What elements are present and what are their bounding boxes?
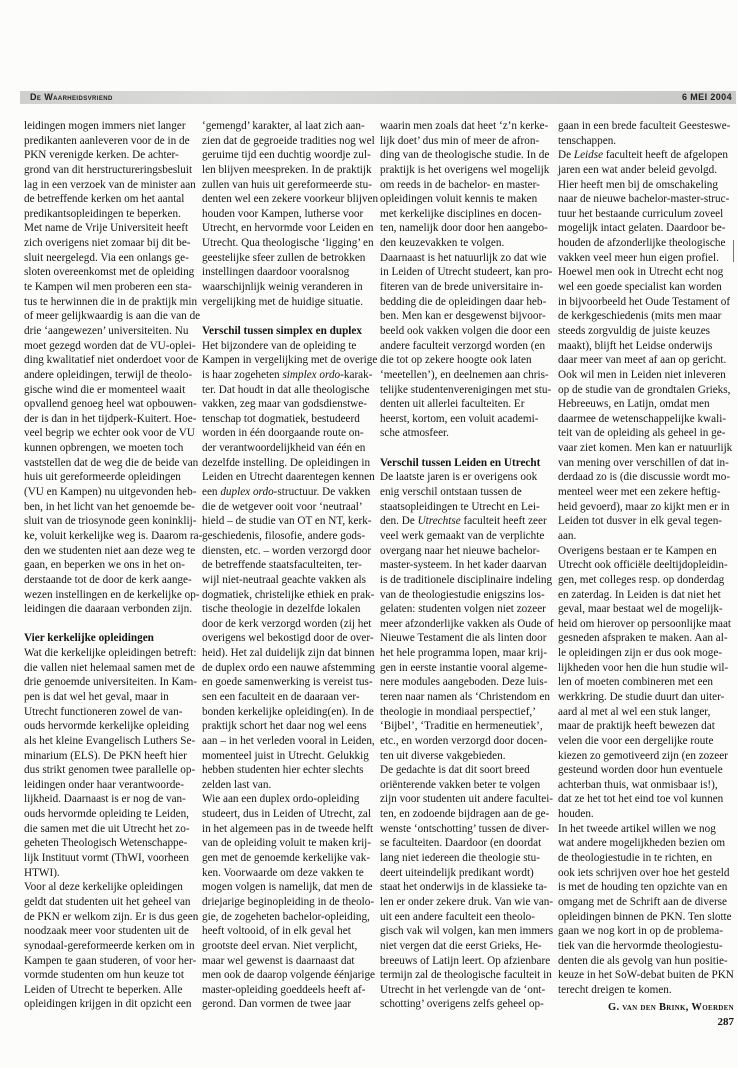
text-line: oriënterende vakken beter te volgen bbox=[380, 778, 541, 791]
text-line: telijke studentenverenigingen met stu- bbox=[380, 383, 552, 396]
text-line: kiezen zo gemotiveerd zijn (en zozeer bbox=[558, 749, 728, 762]
text-line: Overigens bestaan er te Kampen en bbox=[558, 544, 717, 557]
text-line: gerond. Dan vormen de twee jaar bbox=[202, 998, 352, 1011]
text-column-1 bbox=[24, 119, 204, 1012]
text-line: lag in een verzoek van de minister aan bbox=[24, 178, 196, 191]
italic-term: duplex ordo bbox=[220, 486, 274, 499]
author-signature: G. van den Brink, Woerden bbox=[607, 1002, 734, 1013]
text-line: vaststellen dat de weg die de beide van bbox=[24, 456, 199, 469]
text-line: gen, met colleges resp. op donderdag bbox=[558, 573, 725, 586]
text-line: terecht dreigen te komen. bbox=[558, 983, 672, 996]
text-line: Nieuwe Testament die als linten door bbox=[380, 632, 547, 645]
text-line: houden. bbox=[558, 808, 594, 821]
text-line: opvallend genoeg heel wat opbouwen- bbox=[24, 398, 197, 411]
text-line: houden voor Kampen, lutherse voor bbox=[202, 207, 364, 220]
text-line: zelden last van. bbox=[202, 778, 272, 791]
text-line: le opleidingen zijn er dus ook moge- bbox=[558, 647, 723, 660]
text-line: hield – de studie van OT en NT, kerk- bbox=[202, 515, 372, 528]
text-line: in het algemeen pas in de tweede helft bbox=[202, 822, 374, 835]
text-line: wel een goede specialist kan worden bbox=[558, 281, 722, 294]
text-line: steeds zorgvuldig de juiste keuzes bbox=[558, 324, 711, 337]
text-line: len blijven meespreken. In de praktijk bbox=[202, 163, 372, 176]
text-line: hebben studenten hier echter slechts bbox=[202, 764, 364, 777]
text-line: die tot op zekere hoogte ook laten bbox=[380, 354, 532, 367]
text-line: sluit neergelegd. Via een onlangs ge- bbox=[24, 251, 189, 264]
text-line: lijk doet’ dus min of meer de afron- bbox=[380, 134, 540, 147]
text-line: heid om hierover op persoonlijke maat bbox=[558, 617, 732, 630]
text-line: geval, maar bestaat wel de mogelijk- bbox=[558, 603, 723, 616]
italic-term: simplex ordo bbox=[282, 368, 341, 381]
text-line: derdaad zo is (die discussie wordt mo- bbox=[558, 471, 731, 484]
page-number: 287 bbox=[717, 1016, 734, 1028]
text-line: Ook wil men in Leiden niet inleveren bbox=[558, 368, 726, 381]
text-line: lijkheid. Daarnaast is er nog de van- bbox=[24, 793, 186, 806]
text-line: gie, de zogeheten bachelor-opleiding, bbox=[202, 910, 370, 923]
text-line: maar wel gewenst is daarnaast dat bbox=[202, 954, 355, 967]
text-line: die samen met die uit Utrecht het zo- bbox=[24, 822, 190, 835]
text-line: Kampen te gaan studeren, of voor her- bbox=[24, 954, 197, 967]
text-line: De laatste jaren is er overigens ook bbox=[380, 471, 538, 484]
paragraph-gap bbox=[24, 617, 204, 632]
text-line: heeft voltooid, of in elk geval het bbox=[202, 925, 351, 938]
text-line: gen in eerste instantie vooral algeme- bbox=[380, 661, 548, 674]
text-line: diensten, etc. – worden verzorgd door bbox=[202, 544, 372, 557]
text-line: synodaal-gereformeerde kerken om in bbox=[24, 939, 195, 952]
text-line: bonden kerkelijke opleiding(en). In de bbox=[202, 705, 374, 718]
text-line: len of moeten combineren met een bbox=[558, 676, 714, 689]
text-line: geheten Theologisch Wetenschappe- bbox=[24, 837, 188, 850]
text-line: ken. Voorwaarde om deze vakken te bbox=[202, 866, 364, 879]
text-line: staatsopleidingen te Utrecht en Lei- bbox=[380, 500, 540, 513]
text-line: heid). Het zal duidelijk zijn dat binnen bbox=[202, 647, 375, 660]
text-line: houden de afzonderlijke theologische bbox=[558, 237, 726, 250]
text-line: huis uit gereformeerde opleidingen bbox=[24, 471, 181, 484]
text-line: achterban thuis, wat onmisbaar is!), bbox=[558, 778, 718, 791]
text-line: master-systeem. In het kader daarvan bbox=[380, 559, 547, 572]
text-line: overigens wel bekostigd door de over- bbox=[202, 632, 374, 645]
text-line: ke, voluit kerkelijke weg is. Daarom ra- bbox=[24, 529, 203, 542]
text-line: te Kampen wil men proberen een sta- bbox=[24, 281, 192, 294]
text-line: denten die als gevolg van hun positie- bbox=[558, 954, 728, 967]
text-segment: den. De bbox=[380, 515, 418, 528]
text-line: aard al met al wel een stuk langer, bbox=[558, 705, 711, 718]
text-line: gaan in een brede faculteit Geesteswe- bbox=[558, 120, 731, 132]
text-line: geldt dat studenten uit het geheel van bbox=[24, 895, 191, 908]
text-line: drie ‘aangewezen’ universiteiten. Nu bbox=[24, 324, 189, 337]
text-line: teit van de opleiding als geheel in ge- bbox=[558, 427, 726, 440]
text-line: bedding die de opleidingen daar heb- bbox=[380, 295, 547, 308]
text-line: gisch vak wil volgen, kan men immers bbox=[380, 925, 554, 938]
text-line: Met name de Vrije Universiteit heeft bbox=[24, 222, 189, 235]
text-line: gaan, en beperken we ons in het on- bbox=[24, 559, 185, 572]
text-line: studeert, dus in Leiden of Utrecht, zal bbox=[202, 808, 371, 821]
text-line: de duplex ordo een nauwe afstemming bbox=[202, 661, 376, 674]
text-line: maakt), blijft het Leidse onderwijs bbox=[558, 339, 713, 352]
text-line: wezen instellingen en de kerkelijke op- bbox=[24, 588, 200, 601]
text-line: HTWI). bbox=[24, 866, 60, 879]
text-line: fiteren van de brede universitaire in- bbox=[380, 281, 544, 294]
text-column-3 bbox=[380, 119, 560, 1012]
text-line: heid gevoerd), maar zo kijkt men er in bbox=[558, 500, 730, 513]
text-line: gaan we nog kort in op de problema- bbox=[558, 925, 723, 938]
text-line: ten, namelijk door door hen aangebo- bbox=[380, 222, 548, 235]
text-line: tuur het bestaande curriculum zoveel bbox=[558, 207, 724, 220]
text-line bbox=[202, 485, 382, 500]
text-line: wijl niet-neutraal geachte vakken als bbox=[202, 573, 367, 586]
text-line: meer afzonderlijke vakken als Oude of bbox=[380, 617, 554, 630]
text-line: Kampen in vergelijking met de overige bbox=[202, 354, 378, 367]
text-line: leidingen die daaraan verbonden zijn. bbox=[24, 603, 193, 616]
text-line: veel begrip we echter ook voor de VU bbox=[24, 427, 195, 440]
text-line: praktijk schort het daar nog wel eens bbox=[202, 720, 367, 733]
text-line: worden in één doorgaande route on- bbox=[202, 427, 364, 440]
text-line: en zaterdag. In Leiden is dat niet het bbox=[558, 588, 721, 601]
text-line: beeld ook vakken volgen die door een bbox=[380, 324, 551, 337]
text-line: overgang naar het nieuwe bachelor- bbox=[380, 544, 540, 557]
text-line: den keuzevakken te volgen. bbox=[380, 237, 505, 250]
text-line: nere modules aangeboden. Deze luis- bbox=[380, 676, 548, 689]
text-line: zien dat de gegroeide tradities nog wel bbox=[202, 134, 375, 147]
text-line: len er onder zekere druk. Van wie van- bbox=[380, 895, 554, 908]
text-line: leidingen onder haar verantwoorde- bbox=[24, 778, 184, 791]
text-line: geestelijke sfeer zullen de betrokken bbox=[202, 251, 366, 264]
text-line: leidingen mogen immers niet langer bbox=[24, 120, 186, 132]
text-line: Leiden tot dusver in elk geval tegen- bbox=[558, 515, 723, 528]
text-line: driejarige beginopleiding in de theolo- bbox=[202, 895, 375, 908]
text-line: het hele programma lopen, maar krij- bbox=[380, 647, 548, 660]
text-line: deert uiteindelijk predikant wordt) bbox=[380, 866, 534, 879]
text-line: predikantsopleidingen te beperken. bbox=[24, 207, 181, 220]
text-line: ter. Dat houdt in dat alle theologische bbox=[202, 383, 370, 396]
text-line: zijn voor studenten uit andere facultei- bbox=[380, 793, 554, 806]
text-line: predikanten aanleveren voor de in de bbox=[24, 134, 190, 147]
text-line: tus te herwinnen die in de praktijk min bbox=[24, 295, 198, 308]
text-line: Leiden of Utrecht te beperken. Alle bbox=[24, 983, 183, 996]
text-line: de betreffende staatsfaculteiten, ter- bbox=[202, 559, 362, 572]
italic-term: Utrechtse bbox=[417, 515, 461, 528]
text-line: De gedachte is dat dit soort breed bbox=[380, 764, 530, 777]
text-line: niet vergen dat die eerst Grieks, He- bbox=[380, 939, 542, 952]
text-line: denten wel een zekere voorkeur blijven bbox=[202, 193, 379, 206]
paragraph-gap bbox=[202, 309, 382, 324]
text-line: wenste ‘ontschotting’ tussen de diver- bbox=[380, 822, 550, 835]
header-band bbox=[20, 91, 736, 104]
text-line: ook iets schrijven over hoe het gesteld bbox=[558, 866, 730, 879]
text-line: jaren een wat ander beleid gevolgd. bbox=[558, 163, 718, 176]
text-line: tiek van die hervormde theologiestu- bbox=[558, 939, 723, 952]
text-line: die de wetgever ooit voor ‘neutraal’ bbox=[202, 500, 363, 513]
section-heading: Verschil tussen Leiden en Utrecht bbox=[380, 456, 541, 469]
text-line: ‘gemengd’ karakter, al laat zich aan- bbox=[202, 120, 365, 132]
text-line: door de kerk verzorgd worden (zij het bbox=[202, 617, 372, 630]
text-column-2 bbox=[202, 119, 382, 1012]
issue-date: 6 MEI 2004 bbox=[681, 92, 732, 102]
text-line: gische wind die er momenteel waait bbox=[24, 383, 186, 396]
text-line: in Leiden of Utrecht studeert, kan pro- bbox=[380, 266, 553, 279]
text-line: breeuws of Latijn leert. Op afzienbare bbox=[380, 954, 551, 967]
text-line: menteel weer met een zekere heftig- bbox=[558, 486, 721, 499]
text-line: instellingen daardoor vooralsnog bbox=[202, 266, 350, 279]
text-line: den we studenten niet aan deze weg te bbox=[24, 544, 196, 557]
text-segment: -karak- bbox=[340, 368, 373, 381]
text-line: enig verschil ontstaan tussen de bbox=[380, 486, 522, 499]
scan-mark bbox=[733, 240, 734, 262]
text-line: sluit van de triosynode geen koninklij- bbox=[24, 515, 197, 528]
text-line: andere faculteit verzorgd worden (en bbox=[380, 339, 546, 352]
text-line: ouds hervormde kerkelijke opleiding bbox=[24, 720, 189, 733]
text-line: om reeds in de bachelor- en master- bbox=[380, 178, 540, 191]
text-line: lang niet iedereen die theologie stu- bbox=[380, 852, 540, 865]
text-line: ten uit diverse vakgebieden. bbox=[380, 749, 506, 762]
masthead: De Waarheidsvriend bbox=[30, 92, 113, 102]
text-line: grond van dit herstructureringsbesluit bbox=[24, 163, 193, 176]
text-line: momenteel juist in Utrecht. Gelukkig bbox=[202, 749, 369, 762]
text-line bbox=[558, 148, 738, 163]
text-line: waarschijnlijk weinig veranderen in bbox=[202, 281, 363, 294]
text-line: Hier heeft men bij de omschakeling bbox=[558, 178, 718, 191]
text-line: dezelfde instelling. De opleidingen in bbox=[202, 456, 371, 469]
section-heading: Vier kerkelijke opleidingen bbox=[24, 632, 154, 645]
text-line: ouds hervormde opleiding te Leiden, bbox=[24, 808, 189, 821]
text-line: naar de nieuwe bachelor-master-struc- bbox=[558, 193, 730, 206]
text-line: Leiden en Utrecht daarentegen kennen bbox=[202, 471, 375, 484]
text-line: schotting’ overigens zelfs geheel op- bbox=[380, 998, 544, 1011]
text-segment: een bbox=[202, 486, 221, 499]
section-heading: Verschil tussen simplex en duplex bbox=[202, 324, 362, 337]
text-line: Utrecht. Qua theologische ‘ligging’ en bbox=[202, 237, 374, 250]
text-line: de kerkgeschiedenis (mits men maar bbox=[558, 310, 722, 323]
text-line: etc., en worden verzorgd door docen- bbox=[380, 734, 548, 747]
text-line: maar de praktijk heeft bewezen dat bbox=[558, 720, 715, 733]
paragraph-gap bbox=[380, 441, 560, 456]
text-line: of meer gelijkwaardig is aan die van de bbox=[24, 310, 201, 323]
text-line: sen een faculteit en de daaraan ver- bbox=[202, 690, 360, 703]
text-line: van de opleiding voluit te maken krij- bbox=[202, 837, 372, 850]
text-line: ben. Men kan er desgewenst bijvoor- bbox=[380, 310, 546, 323]
text-line: lijkheden voor hen die hun studie wil- bbox=[558, 661, 729, 674]
text-line: keuze in het SoW-debat buiten de PKN bbox=[558, 969, 734, 982]
text-line: drie genoemde universiteiten. In Kam- bbox=[24, 676, 198, 689]
text-line: Voor al deze kerkelijke opleidingen bbox=[24, 881, 183, 894]
text-segment: is haar zogeheten bbox=[202, 368, 283, 381]
text-line: noodzaak meer voor studenten uit de bbox=[24, 925, 189, 938]
text-segment: De bbox=[558, 149, 574, 162]
text-line: praktijk is het overigens wel mogelijk bbox=[380, 163, 550, 176]
text-line: der is dan in het tijdperk-Kuitert. Hoe- bbox=[24, 412, 197, 425]
text-line bbox=[202, 368, 382, 383]
text-line: gesteund worden door hun eventuele bbox=[558, 764, 723, 777]
text-line: Utrecht, en hervormde voor Leiden en bbox=[202, 222, 374, 235]
text-line: dus strikt genomen twee parallelle op- bbox=[24, 764, 196, 777]
text-segment: faculteit heeft zeer bbox=[460, 515, 547, 528]
text-line: wat andere mogelijkheden bezien om bbox=[558, 837, 726, 850]
text-line: dogmatiek, christelijke ethiek en prak- bbox=[202, 588, 375, 601]
text-line: de betreffende kerken om het aantal bbox=[24, 193, 185, 206]
text-line: minarium (ELS). De PKN heeft hier bbox=[24, 749, 187, 762]
text-line: teren naar namen als ‘Christendom en bbox=[380, 690, 550, 703]
text-line: master-opleiding goeddeels heeft af- bbox=[202, 983, 366, 996]
text-line: ding van de theologische studie. In de bbox=[380, 149, 550, 162]
text-line: van de theologiestudie enigszins los- bbox=[380, 588, 545, 601]
text-line: daarmee de wetenschappelijke kwali- bbox=[558, 412, 727, 425]
text-line: dat ze het tot het eind toe vol kunnen bbox=[558, 793, 724, 806]
text-line: op de studie van de grondtalen Grieks, bbox=[558, 383, 731, 396]
text-line: der verantwoordelijkheid van één en bbox=[202, 442, 366, 455]
text-line: daar meer van meet af aan op gericht. bbox=[558, 354, 727, 367]
text-line: als het kleine Evangelisch Luthers Se- bbox=[24, 734, 196, 747]
text-line: uit een andere faculteit een theolo- bbox=[380, 910, 535, 923]
text-line: Wat die kerkelijke opleidingen betreft: bbox=[24, 647, 197, 660]
text-line: Wie aan een duplex ordo-opleiding bbox=[202, 793, 360, 806]
text-line: In het tweede artikel willen we nog bbox=[558, 822, 716, 835]
text-line: sche atmosfeer. bbox=[380, 427, 449, 440]
text-line: tenschap tot dogmatiek, bestudeerd bbox=[202, 412, 360, 425]
text-line: opleidingen binnen de PKN. Ten slotte bbox=[558, 910, 732, 923]
text-column-4 bbox=[558, 119, 738, 1028]
text-line: opleidingen voluit kennis te maken bbox=[380, 193, 538, 206]
text-line: omgang met de Schrift aan de diverse bbox=[558, 895, 727, 908]
text-line: velen die voor een dergelijke route bbox=[558, 734, 714, 747]
text-line: en goede samenwerking is vereist tus- bbox=[202, 676, 373, 689]
text-line: mogelijk intact gelaten. Daardoor be- bbox=[558, 222, 726, 235]
text-line: kunnen opbrengen, we moeten toch bbox=[24, 442, 184, 455]
text-segment: faculteit heeft de afgelopen bbox=[603, 149, 728, 162]
text-line: sloten overeenkomst met de opleiding bbox=[24, 266, 195, 279]
text-line: is met de houding ten opzichte van en bbox=[558, 881, 728, 894]
text-line: lijk Instituut vormt (ThWI, voorheen bbox=[24, 852, 189, 865]
text-line: tische theologie in dezelfde lokalen bbox=[202, 603, 361, 616]
text-line: theologie in mondiaal perspectief,’ bbox=[380, 705, 536, 718]
text-line: werkkring. De studie duurt dan uiter- bbox=[558, 690, 725, 703]
text-line: Utrecht functioneren zowel de van- bbox=[24, 705, 183, 718]
italic-term: Leidse bbox=[573, 149, 604, 162]
text-line: (VU en Kampen) nu uitgevonden heb- bbox=[24, 486, 197, 499]
text-line: vakken veel meer hun eigen profiel. bbox=[558, 251, 719, 264]
text-line: termijn zal de theologische faculteit in bbox=[380, 969, 552, 982]
text-line: heerst, kortom, een voluit academi- bbox=[380, 412, 539, 425]
text-segment: -structuur. De vakken bbox=[273, 486, 371, 499]
text-line: moet gezegd worden dat de VU-oplei- bbox=[24, 339, 196, 352]
text-line: ben, in het licht van het genoemde be- bbox=[24, 500, 195, 513]
text-line: derstaande tot de door de kerk aange- bbox=[24, 573, 192, 586]
text-line: aan. bbox=[558, 529, 577, 542]
text-line: ding kwalitatief niet onderdoet voor de bbox=[24, 354, 199, 367]
text-line: in bijvoorbeeld het Oude Testament of bbox=[558, 295, 731, 308]
text-line: zullen van huis uit gereformeerde stu- bbox=[202, 178, 372, 191]
text-line: se faculteiten. Daardoor (en doordat bbox=[380, 837, 542, 850]
text-line: pen is dat wel het geval, maar in bbox=[24, 690, 169, 703]
text-line: gen met de genoemde kerkelijke vak- bbox=[202, 852, 371, 865]
text-line: vakken, zeg maar van godsdienstwe- bbox=[202, 398, 367, 411]
text-line: van mening over verschillen of dat in- bbox=[558, 456, 729, 469]
text-line: aan – in het verleden vooral in Leiden, bbox=[202, 734, 375, 747]
text-line: grootste deel ervan. Niet verplicht, bbox=[202, 939, 358, 952]
text-line: waarin men zoals dat heet ‘z’n kerke- bbox=[380, 120, 549, 132]
text-line: Daarnaast is het natuurlijk zo dat wie bbox=[380, 251, 547, 264]
text-line: Het bijzondere van de opleiding te bbox=[202, 339, 357, 352]
text-line: ‘Bijbel’, ‘Traditie en hermeneutiek’, bbox=[380, 720, 543, 733]
text-line: PKN verenigde kerken. De achter- bbox=[24, 149, 179, 162]
text-line: die vallen niet helemaal samen met de bbox=[24, 661, 195, 674]
text-line: men ook de daarop volgende éénjarige bbox=[202, 969, 376, 982]
text-line: opleidingen krijgen in dit opzicht een bbox=[24, 998, 192, 1011]
text-line: de PKN er welkom zijn. Er is dus geen bbox=[24, 910, 199, 923]
text-line: geschiedenis, filosofie, andere gods- bbox=[202, 529, 366, 542]
text-line: vaar ziet komen. Men kan er natuurlijk bbox=[558, 442, 733, 455]
text-line: vergelijking met de huidige situatie. bbox=[202, 295, 364, 308]
text-line: ‘meetellen’), en deelnemen aan chris- bbox=[380, 368, 549, 381]
text-line: veel werk gemaakt van de verplichte bbox=[380, 529, 545, 542]
text-line: Hebreeuws, en Latijn, omdat men bbox=[558, 398, 710, 411]
text-line: geruime tijd een duchtig woordje zul- bbox=[202, 149, 371, 162]
text-line: gelaten: studenten volgen niet zozeer bbox=[380, 603, 546, 616]
text-line: met kerkelijke disciplines en docen- bbox=[380, 207, 542, 220]
text-line: denten uit allerlei faculteiten. Er bbox=[380, 398, 525, 411]
text-line: zich overigens niet zomaar bij dit be- bbox=[24, 237, 191, 250]
text-line: ten, en zodoende bijdragen aan de ge- bbox=[380, 808, 550, 821]
text-line: vormde studenten om hun keuze tot bbox=[24, 969, 185, 982]
text-line: Utrecht ook officiële deeltijdopleidin- bbox=[558, 559, 728, 572]
text-line: Hoewel men ook in Utrecht echt nog bbox=[558, 266, 724, 279]
text-line: Utrecht in het verlengde van de ‘ont- bbox=[380, 983, 546, 996]
text-line: de theologiestudie in te richten, en bbox=[558, 852, 713, 865]
text-line: tenschappen. bbox=[558, 134, 617, 147]
text-line: gesneden afspraken te maken. Aan al- bbox=[558, 632, 728, 645]
text-line: andere opleidingen, terwijl de theolo- bbox=[24, 368, 193, 381]
text-line: is de traditionele disciplinaire indeling bbox=[380, 573, 553, 586]
text-line: mogen volgen is namelijk, dat men de bbox=[202, 881, 373, 894]
text-line bbox=[380, 514, 560, 529]
text-line: staat het onderwijs in de klassieke ta- bbox=[380, 881, 548, 894]
